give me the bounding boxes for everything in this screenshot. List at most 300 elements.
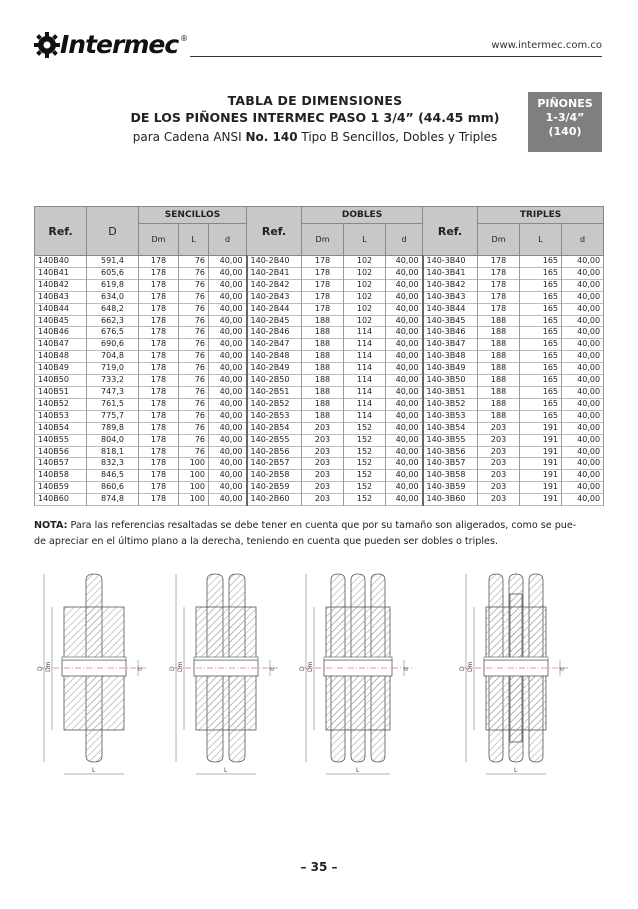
table-cell: 178: [139, 375, 179, 387]
sub-l: L: [520, 224, 562, 256]
table-cell: 152: [344, 434, 386, 446]
table-row: [35, 434, 604, 446]
dimension-label: Dm: [307, 661, 314, 672]
col-ref-dobles: Ref.: [247, 207, 302, 256]
table-cell: 188: [478, 398, 520, 410]
table-cell: 152: [344, 446, 386, 458]
table-cell: 140-2B50: [247, 375, 302, 387]
table-cell: 40,00: [562, 458, 604, 470]
table-cell: 40,00: [209, 482, 247, 494]
header-rule: [190, 56, 602, 57]
table-cell: 140-2B52: [247, 398, 302, 410]
table-row: [35, 279, 604, 291]
dimension-label: D: [459, 666, 466, 671]
table-cell: 188: [478, 315, 520, 327]
table-cell: 178: [302, 267, 344, 279]
dimension-label: L: [92, 767, 96, 774]
table-cell: 704,8: [87, 351, 139, 363]
table-cell: 690,6: [87, 339, 139, 351]
table-cell: 188: [302, 339, 344, 351]
table-cell: 165: [520, 363, 562, 375]
table-cell: 40,00: [209, 446, 247, 458]
table-cell: 40,00: [386, 434, 423, 446]
table-cell: 40,00: [386, 351, 423, 363]
keyway: [324, 657, 392, 660]
table-cell: 140B43: [35, 291, 87, 303]
table-cell: 140B59: [35, 482, 87, 494]
table-cell: 40,00: [562, 291, 604, 303]
table-cell: 140-3B53: [423, 410, 478, 422]
table-cell: 76: [179, 446, 209, 458]
table-cell: 178: [478, 279, 520, 291]
table-cell: 188: [478, 386, 520, 398]
table-cell: 761,5: [87, 398, 139, 410]
table-cell: 140B42: [35, 279, 87, 291]
table-cell: 775,7: [87, 410, 139, 422]
table-cell: 40,00: [386, 256, 423, 268]
table-row: [35, 398, 604, 410]
keyway: [484, 657, 548, 660]
table-cell: 178: [139, 351, 179, 363]
table-cell: 140-3B56: [423, 446, 478, 458]
table-cell: 102: [344, 303, 386, 315]
table-cell: 140-2B56: [247, 446, 302, 458]
table-row: [35, 494, 604, 506]
table-cell: 191: [520, 422, 562, 434]
table-cell: 100: [179, 458, 209, 470]
table-cell: 40,00: [562, 386, 604, 398]
table-cell: 188: [478, 351, 520, 363]
table-cell: 140-3B59: [423, 482, 478, 494]
table-cell: 40,00: [209, 470, 247, 482]
table-row: [35, 482, 604, 494]
table-cell: 203: [302, 446, 344, 458]
table-cell: 140-3B44: [423, 303, 478, 315]
title-line-3-bold: No. 140: [245, 130, 298, 144]
table-cell: 40,00: [562, 434, 604, 446]
table-cell: 102: [344, 291, 386, 303]
table-cell: 165: [520, 279, 562, 291]
table-cell: 40,00: [562, 398, 604, 410]
table-row: [35, 422, 604, 434]
table-cell: 40,00: [562, 327, 604, 339]
table-cell: 40,00: [386, 291, 423, 303]
dimension-label: d: [403, 667, 410, 671]
table-cell: 40,00: [386, 363, 423, 375]
table-cell: 40,00: [209, 363, 247, 375]
table-cell: 102: [344, 267, 386, 279]
table-cell: 203: [302, 470, 344, 482]
dimension-label: L: [224, 767, 228, 774]
table-row: [35, 458, 604, 470]
table-row: [35, 375, 604, 387]
table-cell: 76: [179, 422, 209, 434]
table-cell: 178: [139, 410, 179, 422]
table-cell: 76: [179, 303, 209, 315]
page-number: – 35 –: [300, 860, 338, 874]
table-cell: 40,00: [562, 375, 604, 387]
table-cell: 165: [520, 410, 562, 422]
table-row: [35, 386, 604, 398]
table-cell: 188: [302, 410, 344, 422]
table-row: [35, 327, 604, 339]
table-cell: 178: [139, 315, 179, 327]
dimension-label: Dm: [45, 661, 52, 672]
table-cell: 140-3B55: [423, 434, 478, 446]
dimension-label: L: [514, 767, 518, 774]
note-text-2: de apreciar en el último plano a la derecha, teniendo en cuenta que pueden ser dobles o triples.: [34, 536, 498, 547]
table-row: [35, 315, 604, 327]
dimension-label: D: [37, 666, 44, 671]
table-body: [35, 256, 604, 506]
table-cell: 76: [179, 339, 209, 351]
table-cell: 140B44: [35, 303, 87, 315]
table-cell: 140B58: [35, 470, 87, 482]
table-cell: 634,0: [87, 291, 139, 303]
table-cell: 152: [344, 470, 386, 482]
table-cell: 178: [139, 363, 179, 375]
table-cell: 203: [478, 446, 520, 458]
table-cell: 102: [344, 315, 386, 327]
table-cell: 191: [520, 434, 562, 446]
table-cell: 140-2B44: [247, 303, 302, 315]
table-cell: 140-2B51: [247, 386, 302, 398]
table-cell: 40,00: [386, 458, 423, 470]
table-cell: 203: [478, 470, 520, 482]
dimension-label: L: [356, 767, 360, 774]
table-row: [35, 470, 604, 482]
sub-d: d: [562, 224, 604, 256]
table-cell: 76: [179, 279, 209, 291]
table-cell: 140-3B51: [423, 386, 478, 398]
table-cell: 191: [520, 458, 562, 470]
table-cell: 40,00: [209, 267, 247, 279]
brand-wordmark: Intermec: [60, 30, 179, 59]
table-cell: 76: [179, 410, 209, 422]
table-cell: 191: [520, 482, 562, 494]
table-cell: 733,2: [87, 375, 139, 387]
table-cell: 152: [344, 458, 386, 470]
table-cell: 40,00: [209, 279, 247, 291]
dimension-label: Dm: [467, 661, 474, 672]
table-cell: 140-2B45: [247, 315, 302, 327]
table-cell: 203: [478, 494, 520, 506]
table-cell: 40,00: [209, 339, 247, 351]
table-cell: 40,00: [209, 291, 247, 303]
table-cell: 140-2B40: [247, 256, 302, 268]
table-cell: 874,8: [87, 494, 139, 506]
col-d: D: [87, 207, 139, 256]
table-row: [35, 351, 604, 363]
badge-line-1: PIÑONES: [537, 97, 593, 110]
table-cell: 191: [520, 446, 562, 458]
title-line-3-pre: para Cadena ANSI: [132, 130, 246, 144]
table-cell: 40,00: [562, 482, 604, 494]
table-cell: 178: [139, 279, 179, 291]
table-cell: 76: [179, 351, 209, 363]
table-cell: 203: [302, 458, 344, 470]
table-cell: 76: [179, 256, 209, 268]
title-line-2: DE LOS PIÑONES INTERMEC PASO 1 3/4” (44.45 mm): [130, 110, 500, 125]
table-cell: 140-3B47: [423, 339, 478, 351]
table-cell: 100: [179, 494, 209, 506]
table-cell: 188: [478, 327, 520, 339]
table-cell: 178: [139, 470, 179, 482]
table-cell: 40,00: [386, 410, 423, 422]
table-cell: 40,00: [386, 398, 423, 410]
table-cell: 40,00: [209, 398, 247, 410]
table-cell: 140-2B41: [247, 267, 302, 279]
table-cell: 114: [344, 410, 386, 422]
table-cell: 178: [478, 303, 520, 315]
badge-line-3: (140): [548, 125, 582, 138]
table-cell: 165: [520, 256, 562, 268]
table-cell: 203: [302, 422, 344, 434]
note-text: Para las referencias resaltadas se debe tener en cuenta que por su tamaño son aligerados, como se pue-: [67, 520, 577, 531]
sub-dm: Dm: [302, 224, 344, 256]
table-cell: 76: [179, 375, 209, 387]
table-cell: 100: [179, 482, 209, 494]
table-cell: 114: [344, 363, 386, 375]
table-cell: 818,1: [87, 446, 139, 458]
table-cell: 804,0: [87, 434, 139, 446]
table-cell: 178: [302, 303, 344, 315]
table-cell: 619,8: [87, 279, 139, 291]
table-cell: 789,8: [87, 422, 139, 434]
table-row: [35, 256, 604, 268]
sub-dm: Dm: [478, 224, 520, 256]
table-cell: 140-2B54: [247, 422, 302, 434]
note-label: NOTA:: [34, 520, 68, 531]
table-row: [35, 410, 604, 422]
table-cell: 140B40: [35, 256, 87, 268]
table-cell: 178: [139, 434, 179, 446]
gear-logo-icon: [34, 32, 60, 58]
table-cell: 140-2B58: [247, 470, 302, 482]
table-cell: 114: [344, 351, 386, 363]
table-cell: 40,00: [562, 303, 604, 315]
table-cell: 140B48: [35, 351, 87, 363]
table-cell: 203: [302, 494, 344, 506]
table-cell: 140B52: [35, 398, 87, 410]
table-cell: 40,00: [209, 386, 247, 398]
table-cell: 76: [179, 267, 209, 279]
table-cell: 140-2B53: [247, 410, 302, 422]
table-cell: 140-2B42: [247, 279, 302, 291]
table-cell: 40,00: [562, 470, 604, 482]
table-cell: 178: [478, 267, 520, 279]
table-cell: 40,00: [562, 267, 604, 279]
table-cell: 40,00: [562, 339, 604, 351]
table-cell: 40,00: [386, 375, 423, 387]
table-cell: 40,00: [209, 315, 247, 327]
table-cell: 178: [478, 256, 520, 268]
table-cell: 165: [520, 339, 562, 351]
table-cell: 140-2B48: [247, 351, 302, 363]
table-cell: 40,00: [209, 422, 247, 434]
table-cell: 203: [478, 434, 520, 446]
table-cell: 140B45: [35, 315, 87, 327]
table-cell: 676,5: [87, 327, 139, 339]
table-cell: 188: [302, 398, 344, 410]
table-cell: 114: [344, 375, 386, 387]
table-cell: 140-3B54: [423, 422, 478, 434]
table-cell: 102: [344, 279, 386, 291]
table-cell: 102: [344, 256, 386, 268]
table-cell: 178: [139, 422, 179, 434]
table-cell: 40,00: [562, 315, 604, 327]
group-triples: TRIPLES: [478, 207, 604, 224]
table-cell: 203: [478, 422, 520, 434]
table-cell: 40,00: [209, 434, 247, 446]
table-cell: 152: [344, 494, 386, 506]
table-cell: 140B46: [35, 327, 87, 339]
table-cell: 40,00: [386, 470, 423, 482]
sub-l: L: [179, 224, 209, 256]
table-cell: 40,00: [209, 327, 247, 339]
table-cell: 203: [478, 458, 520, 470]
table-cell: 178: [139, 327, 179, 339]
title-line-3-post: Tipo B Sencillos, Dobles y Triples: [297, 130, 498, 144]
table-cell: 40,00: [562, 422, 604, 434]
table-cell: 188: [302, 363, 344, 375]
table-cell: 188: [302, 386, 344, 398]
table-cell: 40,00: [562, 410, 604, 422]
table-row: [35, 339, 604, 351]
table-cell: 747,3: [87, 386, 139, 398]
table-cell: 140-2B57: [247, 458, 302, 470]
table-cell: 140B50: [35, 375, 87, 387]
table-cell: 178: [139, 339, 179, 351]
table-cell: 832,3: [87, 458, 139, 470]
sub-d: d: [209, 224, 247, 256]
table-cell: 140B60: [35, 494, 87, 506]
sprocket-drawings: [34, 562, 606, 787]
table-cell: 178: [139, 398, 179, 410]
table-cell: 140-2B47: [247, 339, 302, 351]
table-cell: 140-3B43: [423, 291, 478, 303]
table-cell: 140B53: [35, 410, 87, 422]
table-cell: 188: [478, 410, 520, 422]
sub-dm: Dm: [139, 224, 179, 256]
table-cell: 203: [478, 482, 520, 494]
table-cell: 140-3B49: [423, 363, 478, 375]
table-cell: 140-2B49: [247, 363, 302, 375]
table-cell: 662,3: [87, 315, 139, 327]
table-cell: 140-3B52: [423, 398, 478, 410]
table-cell: 719,0: [87, 363, 139, 375]
dimension-label: d: [559, 667, 566, 671]
registered-mark: ®: [180, 34, 188, 43]
table-cell: 165: [520, 303, 562, 315]
table-cell: 188: [302, 327, 344, 339]
table-cell: 178: [139, 256, 179, 268]
website-link[interactable]: www.intermec.com.co: [491, 40, 602, 51]
table-cell: 152: [344, 482, 386, 494]
table-cell: 178: [139, 303, 179, 315]
table-cell: 188: [302, 351, 344, 363]
table-cell: 140B49: [35, 363, 87, 375]
table-cell: 152: [344, 422, 386, 434]
table-cell: 140-2B55: [247, 434, 302, 446]
table-cell: 140B56: [35, 446, 87, 458]
table-cell: 140-3B58: [423, 470, 478, 482]
table-cell: 140-3B42: [423, 279, 478, 291]
table-cell: 846,5: [87, 470, 139, 482]
group-dobles: DOBLES: [302, 207, 423, 224]
table-cell: 140-2B60: [247, 494, 302, 506]
table-cell: 188: [478, 375, 520, 387]
table-cell: 165: [520, 315, 562, 327]
table-cell: 140-3B48: [423, 351, 478, 363]
table-row: [35, 267, 604, 279]
title-line-1: TABLA DE DIMENSIONES: [227, 93, 403, 108]
table-cell: 203: [302, 434, 344, 446]
intermec-logo: [34, 30, 188, 60]
table-cell: 76: [179, 291, 209, 303]
table-cell: 178: [139, 267, 179, 279]
table-cell: 591,4: [87, 256, 139, 268]
table-cell: 178: [139, 291, 179, 303]
table-cell: 140B47: [35, 339, 87, 351]
category-badge: [528, 92, 602, 152]
title-line-3: [100, 129, 530, 146]
table-cell: 40,00: [209, 351, 247, 363]
table-cell: 165: [520, 267, 562, 279]
note: [34, 518, 606, 550]
sub-d: d: [386, 224, 423, 256]
table-cell: 76: [179, 327, 209, 339]
dimension-label: d: [137, 667, 144, 671]
table-cell: 40,00: [386, 494, 423, 506]
table-cell: 178: [139, 458, 179, 470]
table-cell: 114: [344, 339, 386, 351]
table-cell: 140-2B59: [247, 482, 302, 494]
table-cell: 178: [478, 291, 520, 303]
table-cell: 140-3B41: [423, 267, 478, 279]
group-sencillos: SENCILLOS: [139, 207, 247, 224]
table-cell: 605,6: [87, 267, 139, 279]
table-cell: 40,00: [386, 279, 423, 291]
table-cell: 40,00: [209, 494, 247, 506]
table-cell: 188: [478, 363, 520, 375]
col-ref-sencillos: Ref.: [35, 207, 87, 256]
table-cell: 140-3B60: [423, 494, 478, 506]
table-cell: 114: [344, 398, 386, 410]
table-cell: 140-2B46: [247, 327, 302, 339]
dimensions-table: [34, 206, 604, 506]
table-cell: 178: [139, 482, 179, 494]
table-cell: 165: [520, 291, 562, 303]
table-cell: 76: [179, 363, 209, 375]
table-row: [35, 446, 604, 458]
table-cell: 76: [179, 398, 209, 410]
table-row: [35, 363, 604, 375]
sub-l: L: [344, 224, 386, 256]
dimension-label: D: [299, 666, 306, 671]
table-cell: 140-3B57: [423, 458, 478, 470]
table-cell: 140B55: [35, 434, 87, 446]
table-row: [35, 291, 604, 303]
table-cell: 40,00: [209, 375, 247, 387]
dimension-label: D: [169, 666, 176, 671]
table-cell: 140-3B50: [423, 375, 478, 387]
table-cell: 114: [344, 386, 386, 398]
table-cell: 140-3B40: [423, 256, 478, 268]
table-cell: 40,00: [386, 327, 423, 339]
table-cell: 165: [520, 351, 562, 363]
table-cell: 140-2B43: [247, 291, 302, 303]
